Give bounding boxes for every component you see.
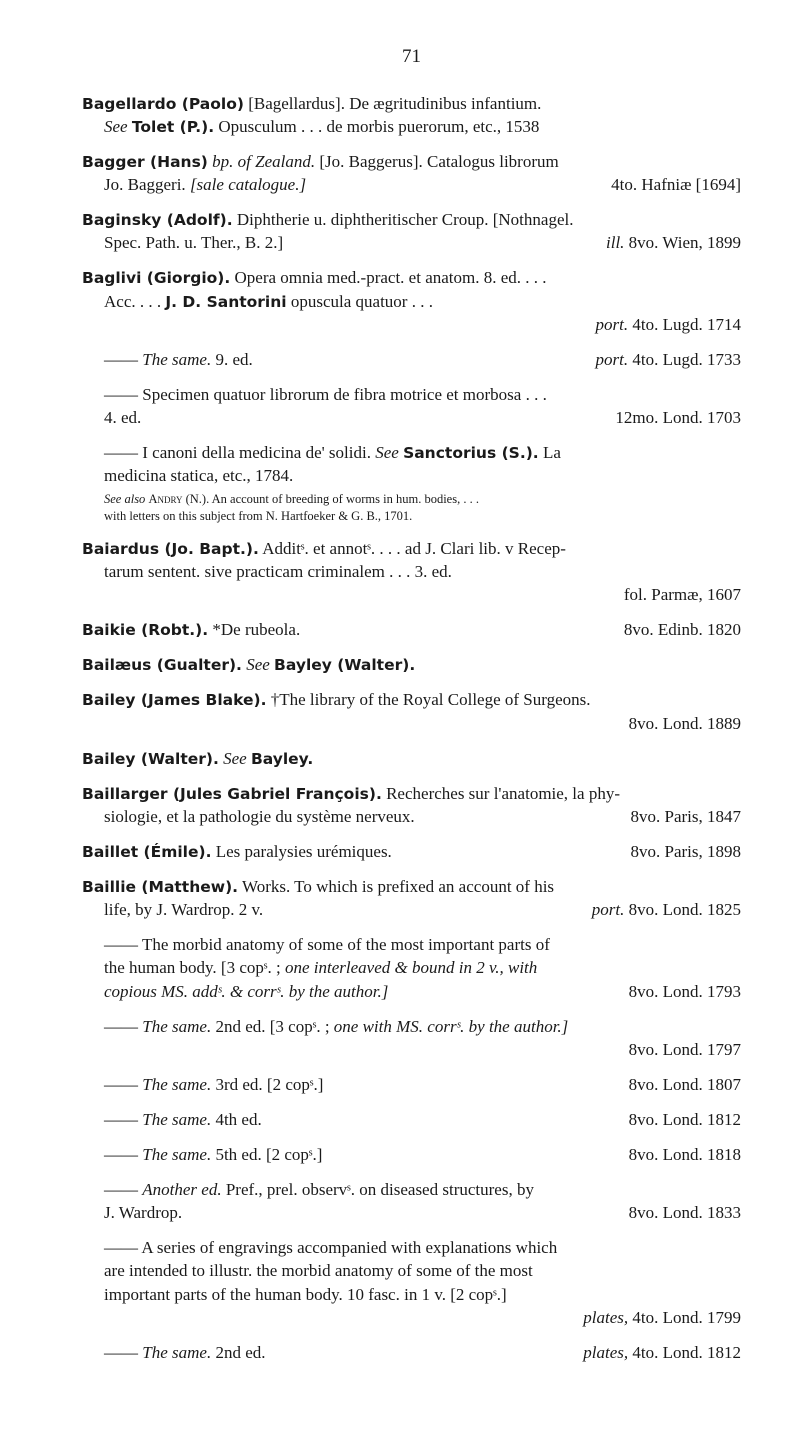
entry-baginsky: Baginsky (Adolf). Diphtherie u. diphtheritischer Croup. [Nothnagel. Spec. Path. u. Ther., B. 2.] ill. 8vo. Wien, 1899 <box>82 210 741 253</box>
page-number: 71 <box>402 46 421 67</box>
entry-baillie-2nd-ed: —— The same. 2nd ed. [3 copˢ. ; one with MS. corrˢ. by the author.] 8vo. Lond. 1797 <box>104 1016 741 1059</box>
entry-bailey-walter: Bailey (Walter). See Bayley. <box>82 748 314 768</box>
entry-see-also-andry: See also Andry (N.). An account of breeding of worms in hum. bodies, . . . with letters on this subject from N. Hartfoeker & G. B., 1701. <box>104 492 479 524</box>
entry-bagger: Bagger (Hans) bp. of Zealand. [Jo. Baggerus]. Catalogus librorum Jo. Baggeri. [sale catalogue.] 4to. Hafniæ [1694] <box>82 152 741 195</box>
entry-baglivi-same: —— The same. 9. ed. port. 4to. Lugd. 1733 <box>104 349 741 369</box>
entry-baillie-engravings-2nd-ed: —— The same. 2nd ed. plates, 4to. Lond. 1812 <box>104 1342 741 1362</box>
entry-baillie-engravings: —— A series of engravings accompanied with explanations which are intended to illustr. the morbid anatomy of some of the most important parts of the human body. 10 fasc. in 1 v. [2 copˢ.] plates, 4to. Lond. 1799 <box>104 1238 741 1327</box>
entry-baillie-morbid-anatomy: —— The morbid anatomy of some of the most important parts of the human body. [3 copˢ. ; one interleaved & bound in 2 v., with copious MS. addˢ. & corrˢ. by the author.] 8vo. Lond. 1793 <box>104 935 741 1001</box>
entry-bailaeus: Bailæus (Gualter). See Bayley (Walter). <box>82 655 416 675</box>
entry-baiardus: Baiardus (Jo. Bapt.). Additˢ. et annotˢ. . . . ad J. Clari lib. v Recep- tarum sentent. sive practicam criminalem . . . 3. ed. fol. Parmæ, 1607 <box>82 538 741 605</box>
entry-baillie-another-ed: —— Another ed. Pref., prel. observˢ. on diseased structures, by J. Wardrop. 8vo. Lond. 1833 <box>104 1180 741 1223</box>
entry-baillie-3rd-ed: —— The same. 3rd ed. [2 copˢ.] 8vo. Lond. 1807 <box>104 1074 741 1094</box>
entry-baillet: Baillet (Émile). Les paralysies urémiques. 8vo. Paris, 1898 <box>82 841 741 861</box>
entry-bagellardo: Bagellardo (Paolo) [Bagellardus]. De ægritudinibus infantium. See Tolet (P.). Opusculum . . . de morbis puerorum, etc., 1538 <box>82 93 542 136</box>
entry-baglivi-specimen: —— Specimen quatuor librorum de fibra motrice et morbosa . . . 4. ed. 12mo. Lond. 1703 <box>104 384 741 428</box>
entry-baglivi-canoni: —— I canoni della medicina de' solidi. See Sanctorius (S.). La medicina statica, etc., 1784. <box>104 443 561 486</box>
entry-baillie-4th-ed: —— The same. 4th ed. 8vo. Lond. 1812 <box>104 1109 741 1129</box>
entry-bailey-james: Bailey (James Blake). †The library of the Royal College of Surgeons. 8vo. Lond. 1889 <box>82 690 741 733</box>
entry-baglivi: Baglivi (Giorgio). Opera omnia med.-pract. et anatom. 8. ed. . . . Acc. . . . J. D. Santorini opuscula quatuor . . . port. 4to. Lugd. 1714 <box>82 268 741 334</box>
entry-baillarger: Baillarger (Jules Gabriel François). Recherches sur l'anatomie, la phy- siologie, et la pathologie du système nerveux. 8vo. Paris, 1847 <box>82 783 741 826</box>
entry-baillie: Baillie (Matthew). Works. To which is prefixed an account of his life, by J. Wardrop. 2 v. port. 8vo. Lond. 1825 <box>82 877 741 920</box>
entry-baikie: Baikie (Robt.). *De rubeola. 8vo. Edinb. 1820 <box>82 620 741 640</box>
entry-baillie-5th-ed: —— The same. 5th ed. [2 copˢ.] 8vo. Lond. 1818 <box>104 1145 741 1165</box>
